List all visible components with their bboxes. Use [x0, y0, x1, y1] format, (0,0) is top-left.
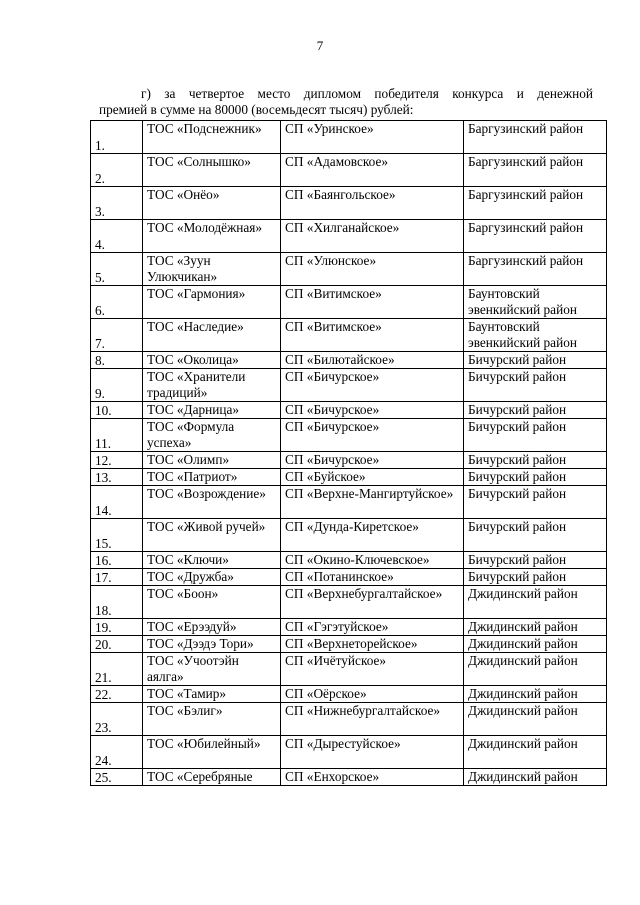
settlement-cell: СП «Дунда-Киретское» — [281, 519, 464, 552]
district-cell: Бичурский район — [464, 352, 607, 369]
district-cell: Баргузинский район — [464, 154, 607, 187]
district-cell: Баргузинский район — [464, 187, 607, 220]
tos-name-cell: ТОС «Боон» — [143, 586, 281, 619]
district-cell: Джидинский район — [464, 736, 607, 769]
page-number: 7 — [316, 38, 324, 53]
row-number-cell: 23. — [91, 703, 143, 736]
tos-name-cell: ТОС «Бэлиг» — [143, 703, 281, 736]
row-number-cell: 2. — [91, 154, 143, 187]
tos-name-cell: ТОС «Наследие» — [143, 319, 281, 352]
district-cell: Джидинский район — [464, 686, 607, 703]
table-row — [91, 769, 607, 786]
tos-name-cell: ТОС «Хранители традиций» — [143, 369, 281, 402]
table-row — [91, 154, 607, 187]
row-number-cell: 25. — [91, 769, 143, 786]
district-cell: Бичурский район — [464, 486, 607, 519]
row-number-cell: 8. — [91, 352, 143, 369]
district-cell: Бичурский район — [464, 369, 607, 402]
table-row — [91, 703, 607, 736]
table-row — [91, 686, 607, 703]
row-number-cell: 7. — [91, 319, 143, 352]
table-row — [91, 319, 607, 352]
row-number-cell: 19. — [91, 619, 143, 636]
settlement-cell: СП «Бичурское» — [281, 369, 464, 402]
settlement-cell: СП «Витимское» — [281, 319, 464, 352]
district-cell: Джидинский район — [464, 769, 607, 786]
tos-name-cell: ТОС «Тамир» — [143, 686, 281, 703]
settlement-cell: СП «Оёрское» — [281, 686, 464, 703]
table-row — [91, 519, 607, 552]
row-number-cell: 15. — [91, 519, 143, 552]
tos-name-cell: ТОС «Ключи» — [143, 552, 281, 569]
table-row — [91, 636, 607, 653]
row-number-cell: 17. — [91, 569, 143, 586]
tos-name-cell: ТОС «Околица» — [143, 352, 281, 369]
district-cell: Джидинский район — [464, 636, 607, 653]
tos-name-cell: ТОС «Дарница» — [143, 402, 281, 419]
tos-name-cell: ТОС «Гармония» — [143, 286, 281, 319]
row-number-cell: 3. — [91, 187, 143, 220]
district-cell: Бичурский район — [464, 569, 607, 586]
table-row — [91, 352, 607, 369]
district-cell: Джидинский район — [464, 619, 607, 636]
tos-name-cell: ТОС «Формула успеха» — [143, 419, 281, 452]
table-row — [91, 469, 607, 486]
winners-table — [90, 120, 607, 786]
row-number-cell: 11. — [91, 419, 143, 452]
row-number-cell: 4. — [91, 220, 143, 253]
district-cell: Бичурский район — [464, 419, 607, 452]
settlement-cell: СП «Уринское» — [281, 121, 464, 154]
district-cell: Джидинский район — [464, 703, 607, 736]
settlement-cell: СП «Адамовское» — [281, 154, 464, 187]
row-number-cell: 24. — [91, 736, 143, 769]
table-row — [91, 121, 607, 154]
row-number-cell: 22. — [91, 686, 143, 703]
intro-line-1: г) за четвертое место дипломом победителя конкурса и денежной — [141, 86, 593, 101]
tos-name-cell: ТОС «Солнышко» — [143, 154, 281, 187]
tos-name-cell: ТОС «Учоотэйн аялга» — [143, 653, 281, 686]
table-row — [91, 569, 607, 586]
table-row — [91, 369, 607, 402]
settlement-cell: СП «Енхорское» — [281, 769, 464, 786]
settlement-cell: СП «Билютайское» — [281, 352, 464, 369]
row-number-cell: 13. — [91, 469, 143, 486]
row-number-cell: 16. — [91, 552, 143, 569]
settlement-cell: СП «Витимское» — [281, 286, 464, 319]
row-number-cell: 12. — [91, 452, 143, 469]
row-number-cell: 10. — [91, 402, 143, 419]
row-number-cell: 21. — [91, 653, 143, 686]
tos-name-cell: ТОС «Дээдэ Тори» — [143, 636, 281, 653]
table-row — [91, 486, 607, 519]
settlement-cell: СП «Гэгэтуйское» — [281, 619, 464, 636]
tos-name-cell: ТОС «Дружба» — [143, 569, 281, 586]
settlement-cell: СП «Окино-Ключевское» — [281, 552, 464, 569]
intro-paragraph — [99, 86, 593, 118]
settlement-cell: СП «Баянгольское» — [281, 187, 464, 220]
tos-name-cell: ТОС «Патриот» — [143, 469, 281, 486]
settlement-cell: СП «Верхнебургалтайское» — [281, 586, 464, 619]
table-row — [91, 736, 607, 769]
settlement-cell: СП «Нижнебургалтайское» — [281, 703, 464, 736]
table-row — [91, 452, 607, 469]
table-row — [91, 586, 607, 619]
row-number-cell: 6. — [91, 286, 143, 319]
tos-name-cell: ТОС «Олимп» — [143, 452, 281, 469]
district-cell: Баргузинский район — [464, 253, 607, 286]
table-row — [91, 552, 607, 569]
settlement-cell: СП «Хилганайское» — [281, 220, 464, 253]
tos-name-cell: ТОС «Зуун Улюкчикан» — [143, 253, 281, 286]
tos-name-cell: ТОС «Онёо» — [143, 187, 281, 220]
district-cell: Баргузинский район — [464, 220, 607, 253]
settlement-cell: СП «Ичётуйское» — [281, 653, 464, 686]
settlement-cell: СП «Улюнское» — [281, 253, 464, 286]
table-row — [91, 402, 607, 419]
tos-name-cell: ТОС «Молодёжная» — [143, 220, 281, 253]
tos-name-cell: ТОС «Юбилейный» — [143, 736, 281, 769]
settlement-cell: СП «Бичурское» — [281, 402, 464, 419]
table-row — [91, 187, 607, 220]
table-row — [91, 653, 607, 686]
district-cell: Бичурский район — [464, 552, 607, 569]
table-row — [91, 253, 607, 286]
district-cell: Бичурский район — [464, 469, 607, 486]
district-cell: Баргузинский район — [464, 121, 607, 154]
row-number-cell: 1. — [91, 121, 143, 154]
tos-name-cell: ТОС «Живой ручей» — [143, 519, 281, 552]
settlement-cell: СП «Верхнеторейское» — [281, 636, 464, 653]
row-number-cell: 5. — [91, 253, 143, 286]
table-row — [91, 220, 607, 253]
district-cell: Джидинский район — [464, 653, 607, 686]
settlement-cell: СП «Буйское» — [281, 469, 464, 486]
district-cell: Бичурский район — [464, 402, 607, 419]
district-cell: Баунтовский эвенкийский район — [464, 319, 607, 352]
tos-name-cell: ТОС «Ерээдуй» — [143, 619, 281, 636]
settlement-cell: СП «Дырестуйское» — [281, 736, 464, 769]
table-row — [91, 619, 607, 636]
tos-name-cell: ТОС «Серебряные — [143, 769, 281, 786]
settlement-cell: СП «Потанинское» — [281, 569, 464, 586]
row-number-cell: 14. — [91, 486, 143, 519]
settlement-cell: СП «Бичурское» — [281, 452, 464, 469]
district-cell: Джидинский район — [464, 586, 607, 619]
row-number-cell: 9. — [91, 369, 143, 402]
row-number-cell: 20. — [91, 636, 143, 653]
settlement-cell: СП «Бичурское» — [281, 419, 464, 452]
row-number-cell: 18. — [91, 586, 143, 619]
table-row — [91, 419, 607, 452]
tos-name-cell: ТОС «Возрождение» — [143, 486, 281, 519]
district-cell: Бичурский район — [464, 452, 607, 469]
district-cell: Баунтовский эвенкийский район — [464, 286, 607, 319]
tos-name-cell: ТОС «Подснежник» — [143, 121, 281, 154]
district-cell: Бичурский район — [464, 519, 607, 552]
intro-line-2: премией в сумме на 80000 (восемьдесят тысяч) рублей: — [99, 102, 414, 117]
table-row — [91, 286, 607, 319]
settlement-cell: СП «Верхне-Мангиртуйское» — [281, 486, 464, 519]
